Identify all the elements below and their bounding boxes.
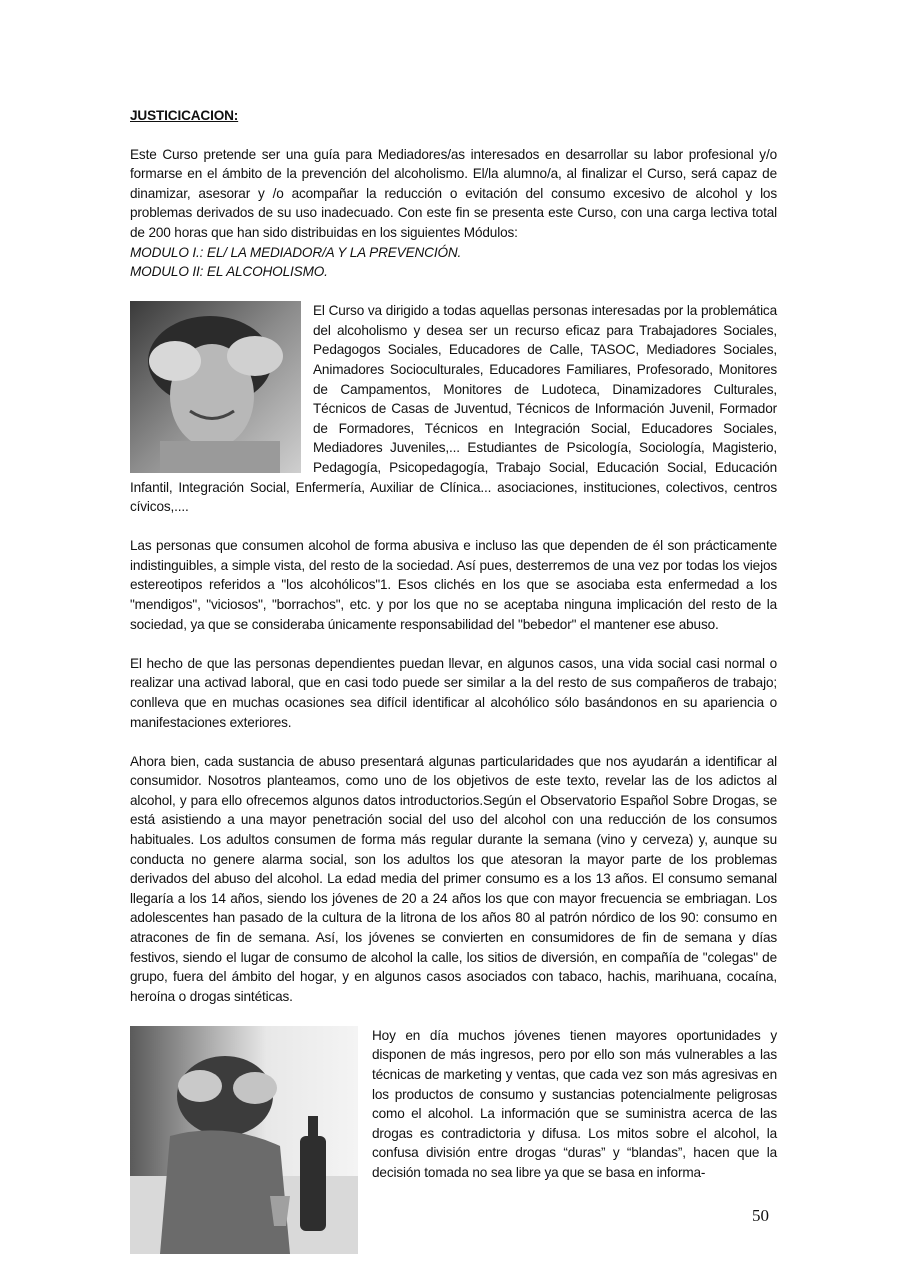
youth-block: [130, 1026, 777, 1256]
stressed-woman-photo: [130, 301, 301, 473]
module-item: MODULO II: EL ALCOHOLISMO.: [130, 264, 328, 280]
document-page: [130, 106, 777, 1256]
module-item: MODULO I.: EL/ LA MEDIADOR/A Y LA PREVENCIÓN.: [130, 244, 462, 260]
social-life-paragraph: El hecho de que las personas dependientes puedan llevar, en algunos casos, una vida social casi normal o realizar una activad laboral, que en casi todo puede ser similar a la del resto de sus compañeros de trabajo; conlleva que en muchas ocasiones sea difícil identificar al alcohólico sólo basándonos en su apariencia o manifestaciones exteriores.: [130, 655, 777, 730]
youth-paragraph: Hoy en día muchos jóvenes tienen mayores oportunidades y disponen de más ingresos, pero por ello son más vulnerables a las técnicas de marketing y ventas, que cada vez son más agresivas en los productos de consumo y sustancias potencialmente peligrosas como el alcohol. La información que se suministra acerca de las drogas es contradictoria y difusa. Los mitos sobre el alcohol, la confusa división entre drogas “duras” y “blandas”, hacen que la decisión tomada no sea libre ya que se basa en informa-: [372, 1027, 777, 1180]
page-number: 50: [752, 1206, 769, 1225]
consumption-paragraph: Ahora bien, cada sustancia de abuso presentará algunas particularidades que nos ayudarán a identificar al consumidor. Nosotros planteamos, como uno de los objetivos de este texto, revelar las de los adictos al alcohol, y para ello ofrecemos algunos datos introductorios.Según el Observatorio Español Sobre Drogas, se está asistiendo a una mayor penetración social del uso del alcohol con una reducción de los consumos habituales. Los adultos consumen de forma más regular durante la semana (vino y cerveza) y, aunque su conducta no genere alarma social, son los adultos los que atesoran la mayor parte de los problemas derivados del abuso del alcohol. La edad media del primer consumo es a los 13 años. El consumo semanal llegaría a los 14 años, siendo los jóvenes de 20 a 24 años los que con mayor frecuencia se embriagan. Los adolescentes han pasado de la cultura de la litrona de los años 80 al patrón nórdico de los 90: consumo en atracones de fin de semana. Así, los jóvenes se convierten en consumidores de fin de semana y días festivos, siendo el lugar de consumo de alcohol la calle, los sitios de diversión, en compañía de "colegas" de grupo, fuera del ámbito del hogar, y en algunos casos asociados con tabaco, hachis, marihuana, cocaína, heroína o drogas sintéticas.: [130, 753, 777, 1004]
drinking-man-photo: [130, 1026, 358, 1254]
audience-paragraph: El Curso va dirigido a todas aquellas personas interesadas por la problemática del alcoholismo y desea ser un recurso eficaz para Trabajadores Sociales, Pedagogos Sociales, Educadores de Calle, TASOC, Mediadores Sociales, Animadores Socioculturales, Educadores Familiares, Profesorado, Monitores de Campamentos, Monitores de Ludoteca, Dinamizadores Culturales, Técnicos de Casas de Juventud, Técnicos de Información Juvenil, Formador de Formadores, Técnicos en Integración Social, Educadores Sociales, Mediadores Juveniles,... Estudiantes de Psicología, Sociología, Magisterio, Pedagogía, Psicopedagogía, Trabajo Social, Educación Social, Educación Infantil, Integración Social, Enfermería, Auxiliar de Clínica... asociaciones, instituciones, colectivos, centros cívicos,....: [130, 303, 777, 515]
stereotypes-paragraph: Las personas que consumen alcohol de forma abusiva e incluso las que dependen de él son prácticamente indistinguibles, a simple vista, del resto de la sociedad. Así pues, desterremos de una vez por todas los viejos estereotipos referidos a "los alcohólicos"1. Esos clichés en los que se asociaba esta enfermedad a los "mendigos", "viciosos", "borrachos", etc. y por los que no se aceptaba ninguna implicación del resto de la sociedad, ya que se consideraba únicamente responsabilidad del "bebedor" el mantener ese abuso.: [130, 538, 777, 632]
section-heading: JUSTICICACION:: [130, 108, 239, 123]
audience-block: [130, 301, 777, 517]
module-list: [130, 243, 777, 282]
intro-paragraph: Este Curso pretende ser una guía para Mediadores/as interesados en desarrollar su labor profesional y/o formarse en el ámbito de la prevención del alcoholismo. El/la alumno/a, al finalizar el Curso, será capaz de dinamizar, asesorar y /o acompañar la reducción o evitación del consumo excesivo de alcohol y los problemas derivados de su uso inadecuado. Con este fin se presenta este Curso, con una carga lectiva total de 200 horas que han sido distribuidas en los siguientes Módulos:: [130, 146, 777, 240]
